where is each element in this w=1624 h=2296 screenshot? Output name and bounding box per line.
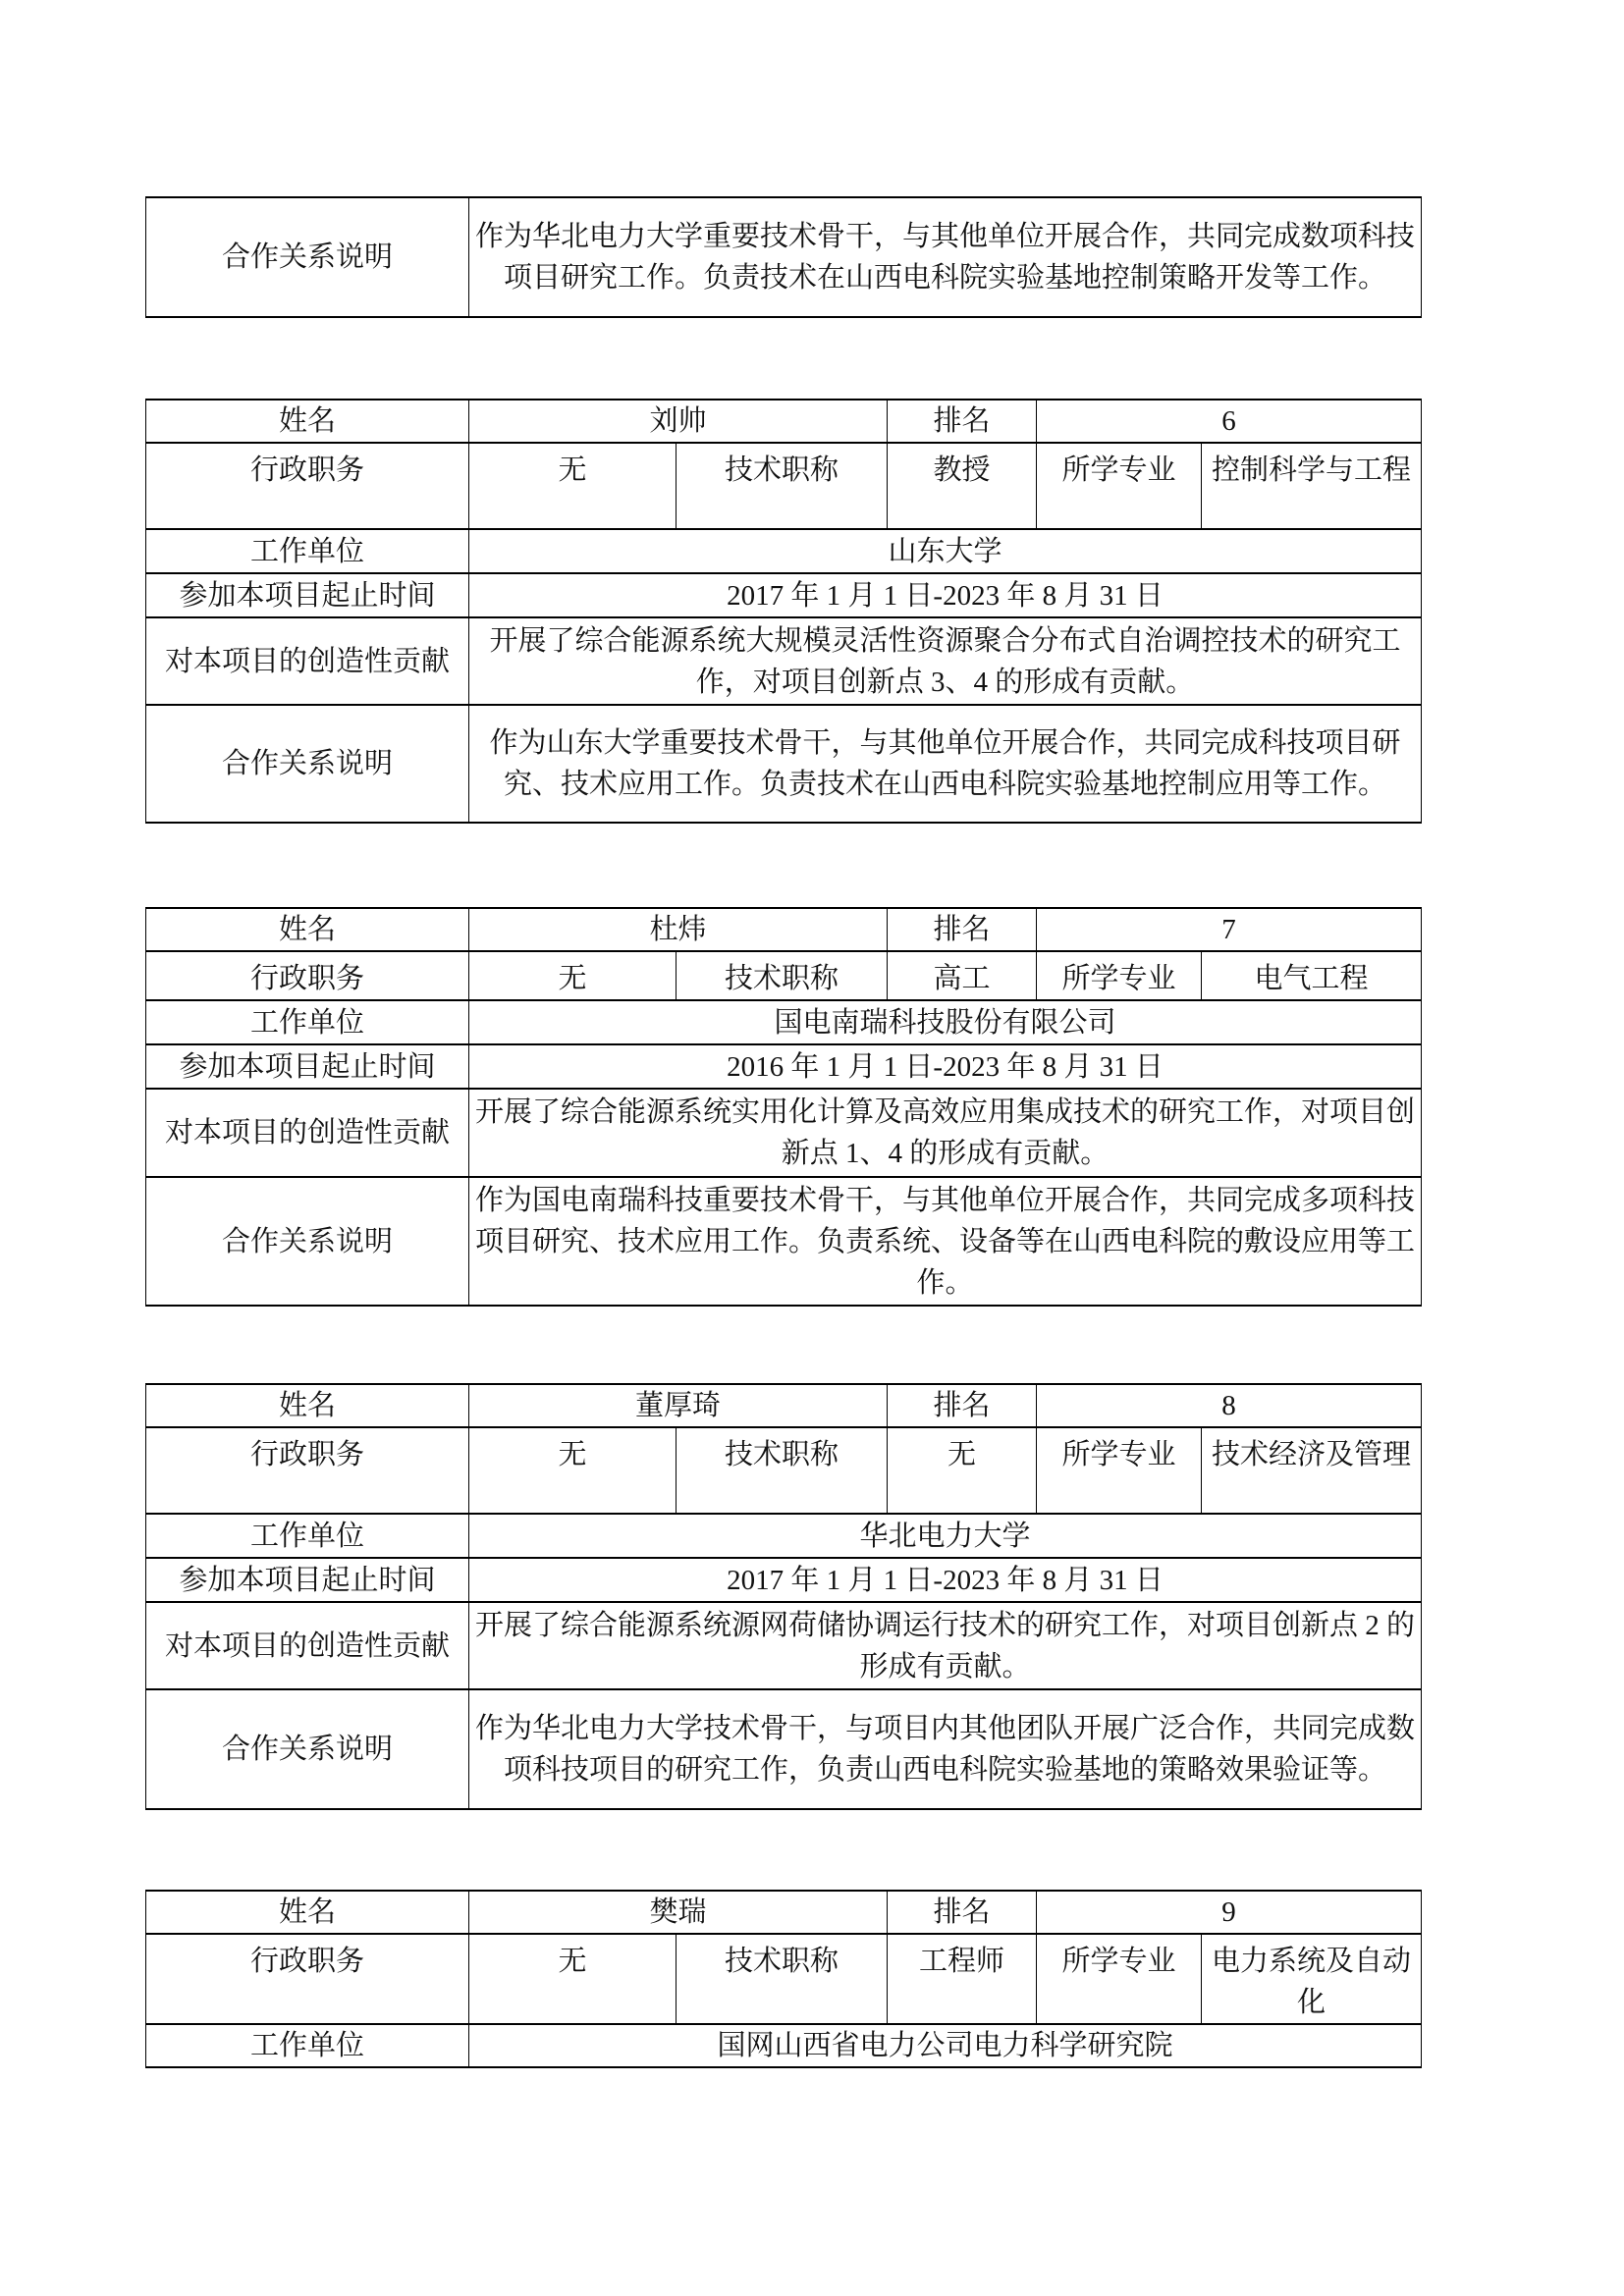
work-unit-value: 国网山西省电力公司电力科学研究院 bbox=[469, 2024, 1422, 2067]
admin-post-label: 行政职务 bbox=[146, 1934, 469, 2024]
rank-label: 排名 bbox=[888, 908, 1037, 951]
major-value: 控制科学与工程 bbox=[1202, 443, 1422, 529]
table-row bbox=[146, 573, 1422, 617]
rank-value: 8 bbox=[1037, 1384, 1422, 1427]
person-table-rank-6 bbox=[145, 399, 1422, 824]
period-label: 参加本项目起止时间 bbox=[146, 573, 469, 617]
rank-label: 排名 bbox=[888, 1891, 1037, 1934]
period-label: 参加本项目起止时间 bbox=[146, 1044, 469, 1089]
rank-value: 6 bbox=[1037, 400, 1422, 443]
admin-post-value: 无 bbox=[469, 951, 677, 1000]
contribution-label: 对本项目的创造性贡献 bbox=[146, 1602, 469, 1689]
table-row bbox=[146, 443, 1422, 529]
cooperation-continuation-table bbox=[145, 196, 1422, 318]
major-label: 所学专业 bbox=[1037, 1934, 1202, 2024]
cooperation-label: 合作关系说明 bbox=[146, 1177, 469, 1306]
table-row bbox=[146, 1514, 1422, 1558]
rank-label: 排名 bbox=[888, 1384, 1037, 1427]
work-unit-label: 工作单位 bbox=[146, 1000, 469, 1044]
admin-post-value: 无 bbox=[469, 443, 677, 529]
name-label: 姓名 bbox=[146, 400, 469, 443]
name-value: 杜炜 bbox=[469, 908, 888, 951]
tech-title-label: 技术职称 bbox=[677, 1427, 888, 1514]
work-unit-value: 国电南瑞科技股份有限公司 bbox=[469, 1000, 1422, 1044]
person-table-rank-9 bbox=[145, 1890, 1422, 2068]
major-label: 所学专业 bbox=[1037, 443, 1202, 529]
contribution-label: 对本项目的创造性贡献 bbox=[146, 617, 469, 705]
table-row bbox=[146, 1000, 1422, 1044]
contribution-value: 开展了综合能源系统实用化计算及高效应用集成技术的研究工作，对项目创新点 1、4 的形成有贡献。 bbox=[469, 1089, 1422, 1177]
tech-title-value: 无 bbox=[888, 1427, 1037, 1514]
person-table-rank-8 bbox=[145, 1383, 1422, 1810]
major-value: 电力系统及自动化 bbox=[1202, 1934, 1422, 2024]
table-row bbox=[146, 1558, 1422, 1602]
cooperation-label: 合作关系说明 bbox=[146, 705, 469, 823]
period-value: 2016 年 1 月 1 日-2023 年 8 月 31 日 bbox=[469, 1044, 1422, 1089]
cooperation-value: 作为华北电力大学重要技术骨干，与其他单位开展合作，共同完成数项科技项目研究工作。负责技术在山西电科院实验基地控制策略开发等工作。 bbox=[469, 197, 1422, 317]
admin-post-label: 行政职务 bbox=[146, 1427, 469, 1514]
table-row bbox=[146, 617, 1422, 705]
name-value: 刘帅 bbox=[469, 400, 888, 443]
admin-post-label: 行政职务 bbox=[146, 443, 469, 529]
cooperation-label: 合作关系说明 bbox=[146, 197, 469, 317]
tech-title-value: 工程师 bbox=[888, 1934, 1037, 2024]
tech-title-value: 教授 bbox=[888, 443, 1037, 529]
major-label: 所学专业 bbox=[1037, 951, 1202, 1000]
admin-post-label: 行政职务 bbox=[146, 951, 469, 1000]
table-row bbox=[146, 2024, 1422, 2067]
work-unit-label: 工作单位 bbox=[146, 2024, 469, 2067]
period-value: 2017 年 1 月 1 日-2023 年 8 月 31 日 bbox=[469, 1558, 1422, 1602]
table-row bbox=[146, 400, 1422, 443]
rank-value: 9 bbox=[1037, 1891, 1422, 1934]
work-unit-label: 工作单位 bbox=[146, 529, 469, 573]
table-row bbox=[146, 705, 1422, 823]
tech-title-label: 技术职称 bbox=[677, 443, 888, 529]
name-label: 姓名 bbox=[146, 908, 469, 951]
contribution-label: 对本项目的创造性贡献 bbox=[146, 1089, 469, 1177]
work-unit-value: 华北电力大学 bbox=[469, 1514, 1422, 1558]
table-row bbox=[146, 951, 1422, 1000]
work-unit-label: 工作单位 bbox=[146, 1514, 469, 1558]
table-row bbox=[146, 529, 1422, 573]
table-row bbox=[146, 1934, 1422, 2024]
admin-post-value: 无 bbox=[469, 1934, 677, 2024]
tech-title-value: 高工 bbox=[888, 951, 1037, 1000]
table-row bbox=[146, 1602, 1422, 1689]
contribution-value: 开展了综合能源系统源网荷储协调运行技术的研究工作，对项目创新点 2 的形成有贡献。 bbox=[469, 1602, 1422, 1689]
contribution-value: 开展了综合能源系统大规模灵活性资源聚合分布式自治调控技术的研究工作，对项目创新点 3、4 的形成有贡献。 bbox=[469, 617, 1422, 705]
table-row bbox=[146, 1427, 1422, 1514]
table-row bbox=[146, 1689, 1422, 1809]
name-value: 董厚琦 bbox=[469, 1384, 888, 1427]
table-row bbox=[146, 1891, 1422, 1934]
major-value: 技术经济及管理 bbox=[1202, 1427, 1422, 1514]
work-unit-value: 山东大学 bbox=[469, 529, 1422, 573]
table-row bbox=[146, 1177, 1422, 1306]
cooperation-value: 作为国电南瑞科技重要技术骨干，与其他单位开展合作，共同完成多项科技项目研究、技术应用工作。负责系统、设备等在山西电科院的敷设应用等工作。 bbox=[469, 1177, 1422, 1306]
cooperation-value: 作为山东大学重要技术骨干，与其他单位开展合作，共同完成科技项目研究、技术应用工作。负责技术在山西电科院实验基地控制应用等工作。 bbox=[469, 705, 1422, 823]
person-table-rank-7 bbox=[145, 907, 1422, 1307]
name-value: 樊瑞 bbox=[469, 1891, 888, 1934]
major-value: 电气工程 bbox=[1202, 951, 1422, 1000]
table-row bbox=[146, 908, 1422, 951]
name-label: 姓名 bbox=[146, 1891, 469, 1934]
period-label: 参加本项目起止时间 bbox=[146, 1558, 469, 1602]
table-row bbox=[146, 1089, 1422, 1177]
tech-title-label: 技术职称 bbox=[677, 1934, 888, 2024]
cooperation-value: 作为华北电力大学技术骨干，与项目内其他团队开展广泛合作，共同完成数项科技项目的研究工作，负责山西电科院实验基地的策略效果验证等。 bbox=[469, 1689, 1422, 1809]
table-row bbox=[146, 1044, 1422, 1089]
admin-post-value: 无 bbox=[469, 1427, 677, 1514]
table-row bbox=[146, 197, 1422, 317]
tech-title-label: 技术职称 bbox=[677, 951, 888, 1000]
cooperation-label: 合作关系说明 bbox=[146, 1689, 469, 1809]
rank-label: 排名 bbox=[888, 400, 1037, 443]
rank-value: 7 bbox=[1037, 908, 1422, 951]
major-label: 所学专业 bbox=[1037, 1427, 1202, 1514]
name-label: 姓名 bbox=[146, 1384, 469, 1427]
table-row bbox=[146, 1384, 1422, 1427]
period-value: 2017 年 1 月 1 日-2023 年 8 月 31 日 bbox=[469, 573, 1422, 617]
